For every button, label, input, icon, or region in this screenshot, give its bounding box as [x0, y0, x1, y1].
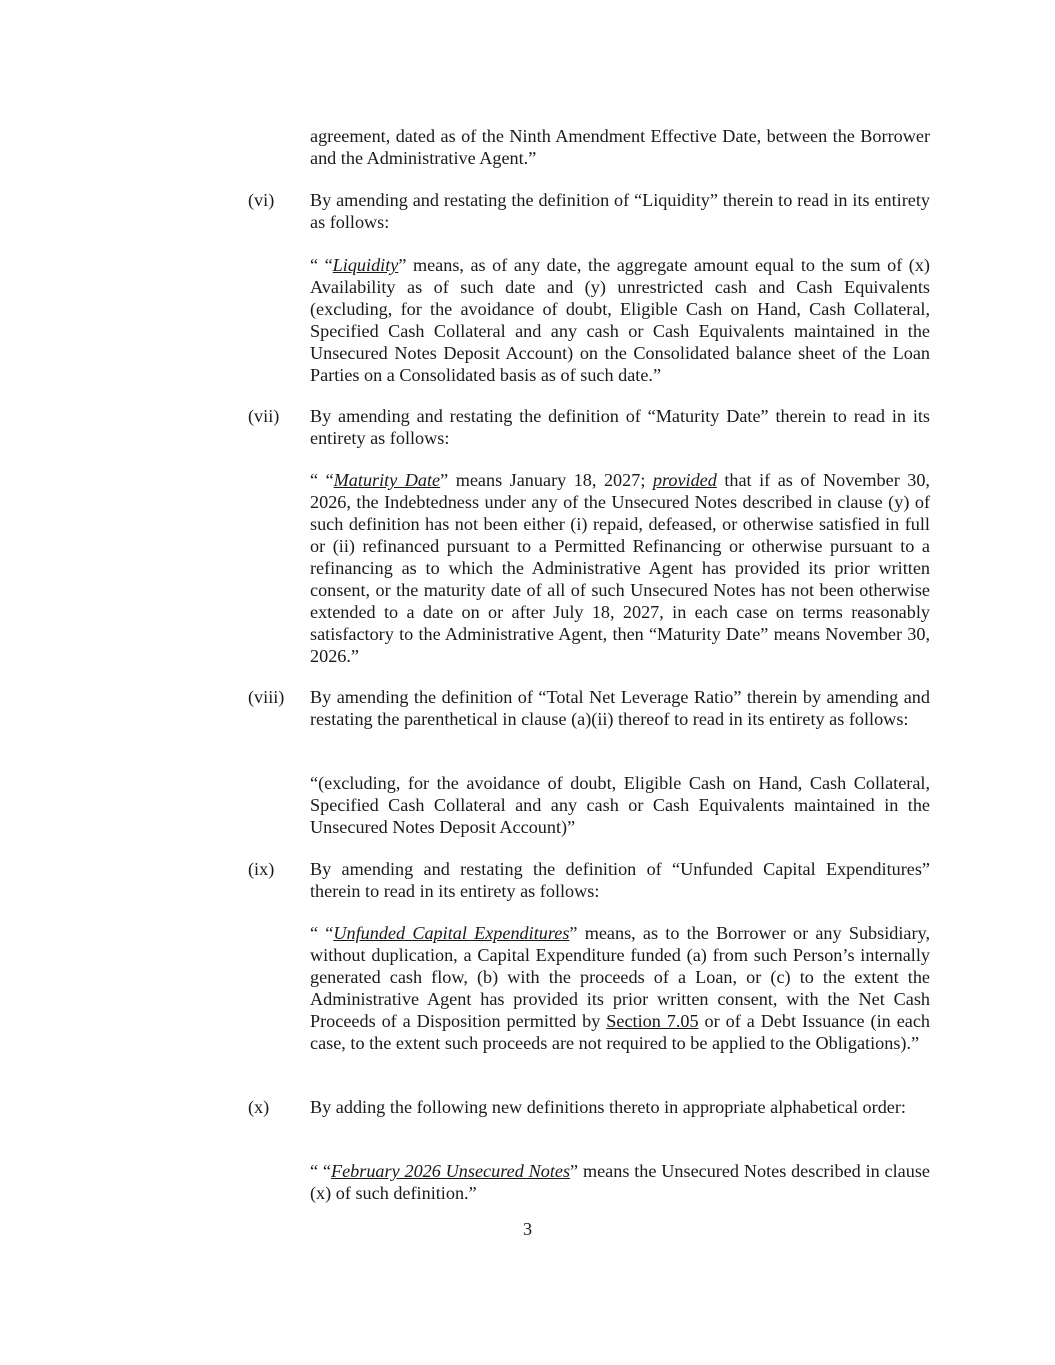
quote-open: “ “	[310, 1161, 331, 1181]
definition-body: ” means the Unsecured Notes described in clause (x) of such definition.”	[310, 1161, 931, 1203]
section-reference-link: Section 7.05	[606, 1011, 699, 1031]
quote-open: “ “	[310, 470, 334, 490]
quote-open: “ “	[310, 923, 334, 943]
defined-term-february-2026-notes: February 2026 Unsecured Notes	[330, 1161, 571, 1181]
definition-body-part1: ” means January 18, 2027;	[440, 470, 653, 490]
quote-open: “ “	[310, 255, 333, 275]
definition-body: ” means, as of any date, the aggregate amount equal to the sum of (x) Availability as of such date and (y) unrestricted cash and Cash Equivalents (excluding, for the avoidance of doubt, Eligible Cash on Hand, Cash Collateral, Specified Cash Collateral and any cash or Cash Equivalents maintained in the Unsecured Notes Deposit Account) on the Consolidated balance sheet of the Loan Parties on a Consolidated basis as of such date.”	[310, 255, 930, 385]
definition-body-part2: or of a Debt Issuance (in each case, to the extent such proceeds are not required to be applied to the Obligations).”	[310, 1011, 931, 1053]
item-text-vi: By amending and restating the definition of “Liquidity” therein to read in its entirety as follows:	[310, 190, 930, 232]
item-text-ix: By amending and restating the definition of “Unfunded Capital Expenditures” therein to read in its entirety as follows:	[310, 859, 930, 901]
item-number-vi: (vi)	[248, 190, 275, 210]
definition-february-2026-notes	[310, 1160, 930, 1204]
parenthetical-quote: “(excluding, for the avoidance of doubt, Eligible Cash on Hand, Cash Collateral, Specified Cash Collateral and any cash or Cash Equivalents maintained in the Unsecured Notes Deposit Account)”	[310, 773, 930, 837]
definition-liquidity	[310, 254, 930, 386]
definition-unfunded-capex	[310, 922, 930, 1054]
defined-term-unfunded-capex: Unfunded Capital Expenditures	[333, 923, 570, 943]
definition-maturity-date	[310, 469, 930, 667]
defined-term-liquidity: Liquidity	[332, 255, 399, 275]
definition-body-part1: ” means, as to the Borrower or any Subsidiary, without duplication, a Capital Expenditure funded (a) from such Person’s internally generated cash flow, (b) with the proceeds of a Loan, or (c) to the extent the Administrative Agent has provided its prior written consent, with the Net Cash Proceeds of a Disposition permitted by	[310, 923, 931, 1031]
page-number: 3	[522, 1219, 533, 1239]
item-text-vii: By amending and restating the definition of “Maturity Date” therein to read in its entirety as follows:	[310, 406, 930, 448]
defined-term-provided: provided	[652, 470, 717, 490]
item-number-viii: (viii)	[248, 687, 285, 707]
item-number-vii: (vii)	[248, 406, 280, 426]
item-number-x: (x)	[248, 1097, 270, 1117]
item-text-x: By adding the following new definitions thereto in appropriate alphabetical order:	[310, 1097, 906, 1117]
continuation-paragraph: agreement, dated as of the Ninth Amendment Effective Date, between the Borrower and the Administrative Agent.”	[310, 126, 930, 168]
defined-term-maturity-date: Maturity Date	[333, 470, 441, 490]
item-text-viii: By amending the definition of “Total Net Leverage Ratio” therein by amending and restating the parenthetical in clause (a)(ii) thereof to read in its entirety as follows:	[310, 687, 930, 729]
item-number-ix: (ix)	[248, 859, 275, 879]
definition-body-part2: that if as of November 30, 2026, the Indebtedness under any of the Unsecured Notes described in clause (y) of such definition has not been either (i) repaid, defeased, or otherwise satisfied in full or (ii) refinanced pursuant to a Permitted Refinancing or otherwise pursuant to a refinancing as to which the Administrative Agent has provided its prior written consent, or the maturity date of all of such Unsecured Notes has not been otherwise extended to a date on or after July 18, 2027, in each case on terms reasonably satisfactory to the Administrative Agent, then “Maturity Date” means November 30, 2026.”	[310, 470, 930, 666]
